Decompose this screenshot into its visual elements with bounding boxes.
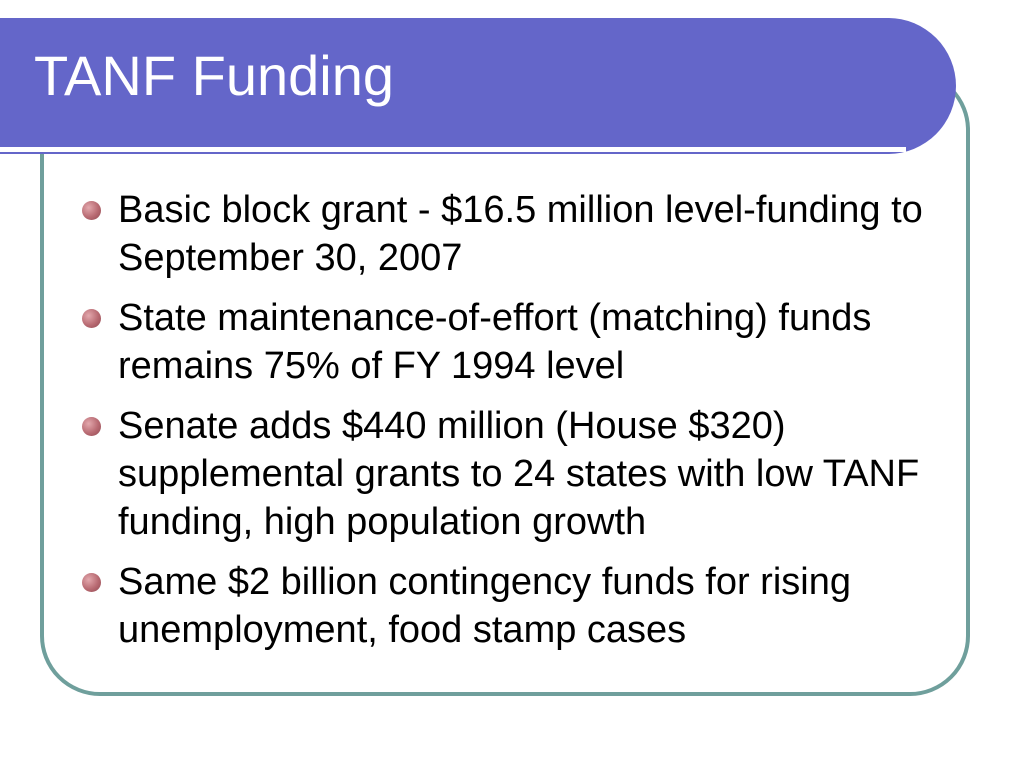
slide-title: TANF Funding (34, 44, 394, 107)
bullet-item-block-grant (82, 186, 962, 282)
bullet-text: State maintenance-of-effort (matching) funds remains 75% of FY 1994 level (118, 297, 872, 387)
bullet-item-maintenance-of-effort (82, 294, 962, 390)
bullet-text: Senate adds $440 million (House $320) supplemental grants to 24 states with low TANF funding, high population growth (118, 405, 920, 543)
bullet-list (82, 186, 962, 666)
bullet-item-supplemental-grants (82, 402, 962, 546)
bullet-dot-icon (82, 309, 101, 328)
bullet-text: Same $2 billion contingency funds for rising unemployment, food stamp cases (118, 561, 851, 651)
title-underline (0, 147, 906, 152)
bullet-dot-icon (82, 417, 101, 436)
bullet-text: Basic block grant - $16.5 million level-funding to September 30, 2007 (118, 189, 923, 279)
bullet-item-contingency-funds (82, 558, 962, 654)
bullet-dot-icon (82, 201, 101, 220)
bullet-dot-icon (82, 573, 101, 592)
